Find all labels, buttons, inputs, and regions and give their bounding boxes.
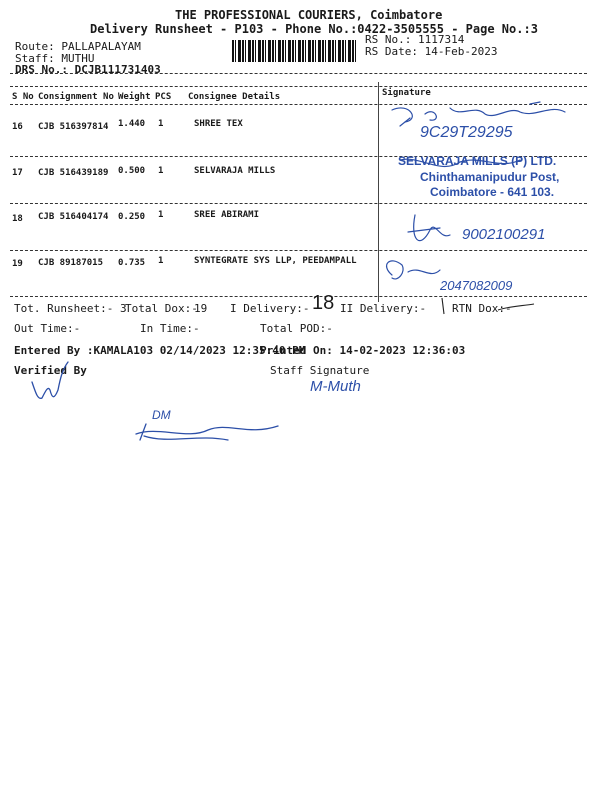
row-consignment: CJB 516397814	[38, 122, 109, 132]
row-consignment: CJB 89187015	[38, 258, 104, 268]
header-rule-2	[10, 86, 587, 87]
row-pcs: 1	[158, 210, 164, 220]
col-signature: Signature	[382, 88, 431, 98]
row-sno: 19	[12, 259, 23, 269]
stamp-line-3: Coimbatore - 641 103.	[430, 185, 555, 199]
stamp-line-1: SELVARAJA MILLS (P) LTD.	[398, 154, 557, 168]
printed-on: Printed On: 14-02-2023 12:36:03	[260, 344, 466, 357]
header-rule	[10, 73, 587, 74]
rtn-dox-label: RTN Dox:-	[452, 302, 512, 315]
row-consignee: SYNTEGRATE SYS LLP, PEEDAMPALL	[194, 256, 357, 266]
row-weight: 0.735	[118, 258, 146, 268]
col-pcs: PCS	[155, 92, 172, 102]
row-sno: 17	[12, 168, 23, 178]
i-delivery-handwritten: 18	[312, 292, 335, 314]
total-runsheet: Tot. Runsheet:- 3	[14, 302, 127, 315]
col-weight: Weight	[118, 92, 151, 102]
col-sno: S No	[12, 92, 34, 102]
staff-signature-hand: M-Muth	[310, 378, 361, 395]
verifier-signature	[28, 360, 288, 450]
row-consignment: CJB 516404174	[38, 212, 109, 222]
route-label: Route: PALLAPALAYAM	[15, 40, 141, 53]
col-consignment: Consignment No	[38, 92, 114, 102]
entered-by: Entered By :KAMALA103 02/14/2023 12:35:40 PM	[14, 344, 306, 357]
row-weight: 0.500	[118, 166, 146, 176]
runsheet-title: Delivery Runsheet - P103 - Phone No.:0422-3505555 - Page No.:3	[90, 22, 538, 36]
row-pcs: 1	[158, 166, 164, 176]
rtn-dox-mark	[438, 296, 538, 318]
staff-label: Staff: MUTHU	[15, 52, 95, 65]
ii-delivery-label: II Delivery:-	[340, 302, 427, 315]
row-signature-number: 9002100291	[462, 226, 546, 243]
total-pod-label: Total POD:-	[260, 322, 333, 335]
total-dox-label: Total Dox:-	[125, 302, 198, 315]
row-sno: 16	[12, 122, 23, 132]
initials-hand: DM	[152, 408, 171, 422]
out-time-label: Out Time:-	[14, 322, 81, 335]
stamp-line-2: Chinthamanipudur Post,	[420, 170, 560, 184]
row-consignee: SELVARAJA MILLS	[194, 166, 276, 176]
rs-date: RS Date: 14-Feb-2023	[365, 45, 498, 58]
row-consignee: SREE ABIRAMI	[194, 210, 260, 220]
rs-number: RS No.: 1117314	[365, 33, 465, 46]
verified-by-label: Verified By	[14, 364, 87, 377]
barcode	[232, 40, 358, 62]
company-name: THE PROFESSIONAL COURIERS, Coimbatore	[175, 8, 443, 22]
row-weight: 1.440	[118, 119, 146, 129]
drs-number: DRS No.: DCJB111731403	[15, 63, 161, 76]
i-delivery-label: I Delivery:-	[230, 302, 310, 315]
col-consignee: Consignee Details	[188, 92, 281, 102]
in-time-label: In Time:-	[140, 322, 200, 335]
row-sno: 18	[12, 214, 23, 224]
row-signature-number: 2047082009	[440, 278, 513, 293]
handwritten-signatures	[380, 100, 590, 300]
row-consignment: CJB 516439189	[38, 168, 109, 178]
row-pcs: 1	[158, 119, 164, 129]
row-signature-number: 9C29T29295	[420, 124, 513, 141]
row-consignee: SHREE TEX	[194, 119, 243, 129]
total-dox-value: 19	[194, 302, 208, 315]
row-weight: 0.250	[118, 212, 146, 222]
row-pcs: 1	[158, 256, 164, 266]
staff-signature-label: Staff Signature	[270, 364, 370, 377]
signature-column-divider	[378, 82, 379, 302]
